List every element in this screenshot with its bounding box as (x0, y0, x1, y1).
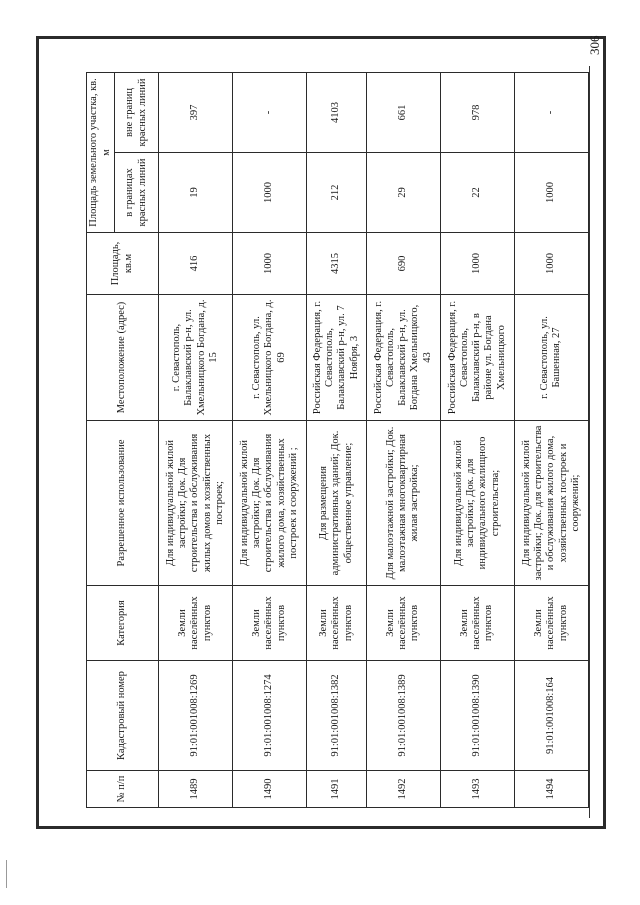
header-location: Местоположение (адрес) (87, 295, 159, 421)
cell-cadastral: 91:01:001008:1269 (159, 661, 233, 771)
cell-category: Земли населённых пунктов (514, 586, 588, 661)
table-row (440, 72, 514, 807)
cell-inside: 212 (307, 153, 367, 233)
cell-area: 690 (366, 233, 440, 295)
cell-use: Для индивидуальной жилой застройки; Док. для индивидуального жилищного строительства; (440, 421, 514, 586)
cell-area: 1000 (440, 233, 514, 295)
cell-inside: 22 (440, 153, 514, 233)
cell-location: г. Севастополь, ул. Башенная, 27 (514, 295, 588, 421)
cell-category: Земли населённых пунктов (233, 586, 307, 661)
scan-mark (6, 860, 7, 888)
cell-outside: 661 (366, 72, 440, 152)
table-row (159, 72, 233, 807)
table-row (366, 72, 440, 807)
cell-use: Для индивидуальной жилой застройки; Док. для строительства и обслуживания жилого дома, хозяйственных построек и сооружений; (514, 421, 588, 586)
cell-outside: - (233, 72, 307, 152)
cell-cadastral: 91:01:001008:164 (514, 661, 588, 771)
header-inside-red-lines: в границах красных линий (115, 153, 159, 233)
cell-location: Российская Федерация, г. Севастополь, Балаклавский р-н, в районе ул. Богдана Хмельницкого (440, 295, 514, 421)
land-plots-table (86, 73, 589, 808)
cell-category: Земли населённых пунктов (440, 586, 514, 661)
cell-area: 1000 (233, 233, 307, 295)
cell-use: Для размещения административных зданий; Док. общественное управление; (307, 421, 367, 586)
cell-num: 1489 (159, 771, 233, 808)
table-row (514, 72, 588, 807)
cell-cadastral: 91:01:001008:1390 (440, 661, 514, 771)
cell-cadastral: 91:01:001008:1382 (307, 661, 367, 771)
cell-location: Российская Федерация, г. Севастополь, Балаклавский р-н, ул. Богдана Хмельницкого, 43 (366, 295, 440, 421)
cell-num: 1494 (514, 771, 588, 808)
cell-cadastral: 91:01:001008:1389 (366, 661, 440, 771)
cell-outside: 978 (440, 72, 514, 152)
page-edge-rule (589, 66, 590, 818)
cell-location: Российская Федерация, г. Севастополь, Балаклавский р-н, ул. 7 Ноября, 3 (307, 295, 367, 421)
cell-location: г. Севастополь, ул. Хмельницкого Богдана, д. 69 (233, 295, 307, 421)
table-row (233, 72, 307, 807)
cell-location: г. Севастополь, Балаклавский р-н, ул. Хмельницкого Богдана, д. 15 (159, 295, 233, 421)
cell-category: Земли населённых пунктов (366, 586, 440, 661)
cell-outside: 397 (159, 72, 233, 152)
header-num: № п/п (87, 771, 159, 808)
page-number: 306 (587, 35, 602, 55)
cell-num: 1491 (307, 771, 367, 808)
cell-inside: 1000 (233, 153, 307, 233)
header-cadastral: Кадастровый номер (87, 661, 159, 771)
header-land-area: Площадь земельного участка, кв. м (87, 72, 115, 232)
header-area: Площадь, кв.м (87, 233, 159, 295)
cell-inside: 29 (366, 153, 440, 233)
cell-num: 1492 (366, 771, 440, 808)
cell-area: 4315 (307, 233, 367, 295)
cell-num: 1493 (440, 771, 514, 808)
table-row (307, 72, 367, 807)
cell-num: 1490 (233, 771, 307, 808)
cell-area: 1000 (514, 233, 588, 295)
cell-category: Земли населённых пунктов (307, 586, 367, 661)
header-outside-red-lines: вне границ красных линий (115, 72, 159, 152)
header-category: Категория (87, 586, 159, 661)
cell-cadastral: 91:01:001008:1274 (233, 661, 307, 771)
cell-outside: - (514, 72, 588, 152)
cell-area: 416 (159, 233, 233, 295)
cell-inside: 1000 (514, 153, 588, 233)
cell-use: Для индивидуальной жилой застройки; Док. Для строительства и обслуживания жилого дома, хозяйственных построек и сооружений ; (233, 421, 307, 586)
cell-outside: 4103 (307, 72, 367, 152)
header-use: Разрешенное использование (87, 421, 159, 586)
cell-use: Для индивидуальной жилой застройки; Док. Для строительства и обслуживания жилых домов и хозяйственных построек; (159, 421, 233, 586)
cell-category: Земли населённых пунктов (159, 586, 233, 661)
cell-inside: 19 (159, 153, 233, 233)
cell-use: Для малоэтажной застройки; Док. малоэтажная многоквартирная жилая застройка; (366, 421, 440, 586)
